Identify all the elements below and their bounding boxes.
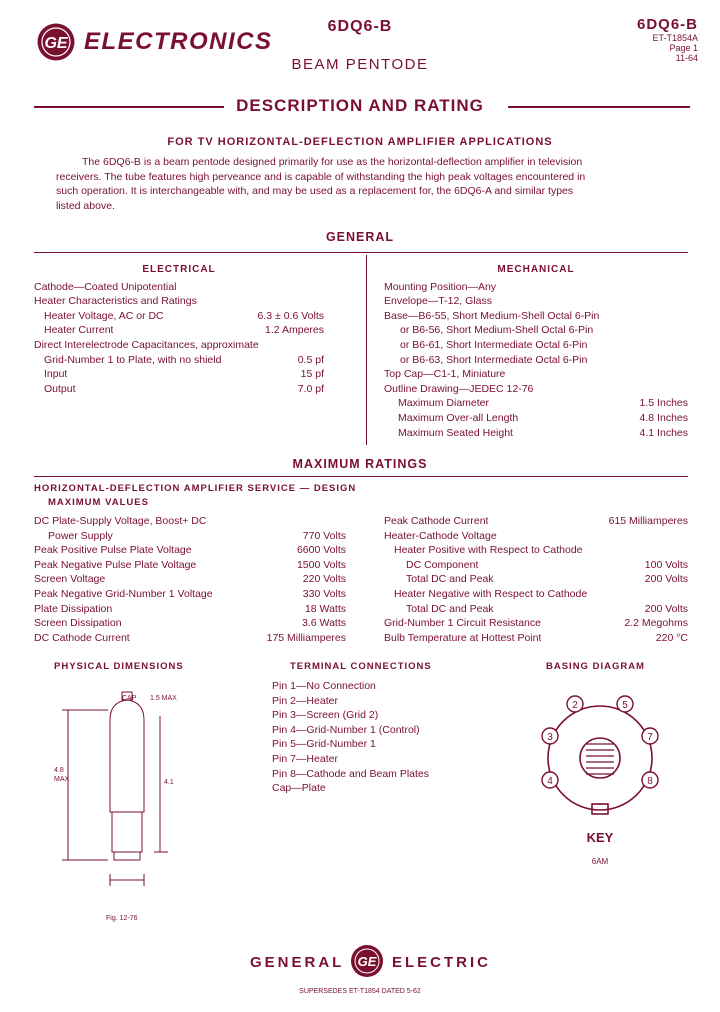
description-line: listed above. <box>56 199 115 212</box>
row-value: 615 Milliamperes <box>608 515 688 527</box>
rating-row <box>34 572 346 587</box>
row-label: Heater Negative with Respect to Cathode <box>394 587 588 600</box>
brand-title: ELECTRONICS <box>84 28 273 55</box>
terminal-item: Pin 1—No Connection <box>272 680 376 692</box>
electrical-row <box>34 353 324 368</box>
row-value: 200 Volts <box>644 602 688 615</box>
corner-code: ET-T1854A <box>652 33 698 43</box>
row-label: Outline Drawing—JEDEC 12-76 <box>384 382 534 395</box>
terminal-list <box>272 679 512 796</box>
basing-diagram <box>528 680 678 870</box>
electrical-row <box>34 367 324 382</box>
row-value: 2.2 Megohms <box>624 617 688 630</box>
general-divider <box>366 255 367 445</box>
terminal-item: Pin 5—Grid-Number 1 <box>272 738 376 751</box>
row-label: or B6-63, Short Intermediate Octal 6-Pin <box>400 353 588 366</box>
rating-row <box>384 529 688 544</box>
row-label: Heater Characteristics and Ratings <box>34 295 197 308</box>
corner-block <box>637 16 698 63</box>
row-label: Peak Positive Pulse Plate Voltage <box>34 544 192 557</box>
dim-len-max-label: MAX <box>54 776 70 783</box>
electrical-heading: ELECTRICAL <box>142 264 216 275</box>
pin-label: 7 <box>647 732 653 743</box>
row-value: 100 Volts <box>644 558 688 571</box>
footer-brand-left: GENERAL <box>250 954 345 971</box>
row-label: Power Supply <box>48 529 113 542</box>
terminal-item: Pin 2—Heater <box>272 694 338 707</box>
row-label: Cathode—Coated Unipotential <box>34 280 177 293</box>
rating-row <box>34 602 346 617</box>
row-value: 6.3 ± 0.6 Volts <box>257 309 324 322</box>
row-value: 4.8 Inches <box>639 411 688 424</box>
description <box>56 155 678 213</box>
ge-monogram-icon <box>350 944 384 978</box>
tube-class: BEAM PENTODE <box>291 56 429 73</box>
title-rule-right <box>508 106 690 108</box>
mechanical-row <box>384 309 688 324</box>
row-label: Grid-Number 1 Circuit Resistance <box>384 617 541 630</box>
rating-row <box>34 558 346 573</box>
row-label: Direct Interelectrode Capacitances, approximate <box>34 338 259 351</box>
ratings-left <box>34 514 346 645</box>
footer-fine-print: SUPERSEDES ET-T1854 DATED 5-62 <box>299 988 421 995</box>
row-value: 330 Volts <box>302 587 346 600</box>
terminal-item: Cap—Plate <box>272 782 326 795</box>
terminal-item: Pin 4—Grid-Number 1 (Control) <box>272 723 420 736</box>
row-value: 1.5 Inches <box>639 397 688 410</box>
dim-dia-label: 1.5 MAX <box>150 695 177 702</box>
svg-text:GE: GE <box>44 35 68 52</box>
mechanical-row <box>384 426 688 441</box>
corner-type: 6DQ6-B <box>636 16 698 33</box>
row-label: Maximum Diameter <box>398 397 490 410</box>
row-value: 15 pf <box>300 368 324 381</box>
electrical-row <box>34 294 324 309</box>
general-rule <box>34 252 688 253</box>
pin-label: 3 <box>547 732 553 743</box>
row-label: Grid-Number 1 to Plate, with no shield <box>44 353 222 366</box>
basing-fig-label: 6AM <box>591 857 609 866</box>
rating-row <box>384 514 688 529</box>
row-label: Maximum Over-all Length <box>398 411 519 424</box>
pin-label: 2 <box>572 700 578 711</box>
row-label: or B6-61, Short Intermediate Octal 6-Pin <box>400 338 588 351</box>
row-value: 175 Milliamperes <box>266 631 346 644</box>
row-value: 7.0 pf <box>297 382 324 395</box>
general-heading: GENERAL <box>325 230 395 244</box>
mechanical-heading: MECHANICAL <box>497 264 575 275</box>
terminal-heading: TERMINAL CONNECTIONS <box>290 661 432 672</box>
row-label: Maximum Seated Height <box>398 426 513 439</box>
rating-row <box>34 631 346 646</box>
dim-fig-label: Fig. 12-76 <box>106 915 138 922</box>
row-value: 220 °C <box>655 631 688 644</box>
basing-heading: BASING DIAGRAM <box>546 661 645 672</box>
dim-cap-label: CAP <box>122 695 137 702</box>
rating-row <box>384 558 688 573</box>
electrical-row <box>34 280 324 295</box>
mechanical-row <box>384 382 688 397</box>
terminal-item: Pin 3—Screen (Grid 2) <box>272 709 379 722</box>
row-value: 0.5 pf <box>297 353 324 366</box>
row-value: 6600 Volts <box>296 544 346 557</box>
rating-row <box>384 587 688 602</box>
row-label: Top Cap—C1-1, Miniature <box>384 368 506 381</box>
rating-row <box>384 631 688 646</box>
row-label: Heater Voltage, AC or DC <box>44 309 164 322</box>
rating-row <box>384 543 688 558</box>
mechanical-block <box>384 263 688 440</box>
pin-label: 8 <box>647 776 653 787</box>
mechanical-row <box>384 294 688 309</box>
description-line: such operation. It is interchangeable with, and may be used as a replacement for, the 6DQ6-A and similar types <box>56 185 574 198</box>
footer-logo <box>350 944 384 978</box>
mechanical-row <box>384 323 688 338</box>
row-label: Heater-Cathode Voltage <box>384 529 497 542</box>
row-label: Heater Current <box>44 324 114 337</box>
row-label: Peak Cathode Current <box>384 515 489 527</box>
row-label: Peak Negative Grid-Number 1 Voltage <box>34 587 213 600</box>
row-value: 1.2 Amperes <box>265 324 324 337</box>
tube-outline-drawing <box>48 680 198 930</box>
service-subheading: MAXIMUM VALUES <box>48 497 149 508</box>
corner-page: Page 1 <box>669 43 698 53</box>
dim-len-label: 4.8 <box>54 767 64 774</box>
row-label: Heater Positive with Respect to Cathode <box>394 544 583 557</box>
row-label: Base—B6-55, Short Medium-Shell Octal 6-Pin <box>384 309 600 322</box>
row-label: Screen Dissipation <box>34 617 122 630</box>
basing-diagram-drawing <box>528 680 678 870</box>
rating-row <box>384 572 688 587</box>
row-value: 220 Volts <box>302 573 346 586</box>
application-heading: FOR TV HORIZONTAL-DEFLECTION AMPLIFIER APPLICATIONS <box>167 136 553 148</box>
row-label: Bulb Temperature at Hottest Point <box>384 631 542 644</box>
electrical-row <box>34 338 324 353</box>
terminal-item: Pin 8—Cathode and Beam Plates <box>272 767 430 780</box>
mechanical-row <box>384 338 688 353</box>
row-value: 770 Volts <box>302 529 346 542</box>
row-label: Total DC and Peak <box>406 602 494 615</box>
rating-row <box>384 616 688 631</box>
row-value: 18 Watts <box>304 602 346 615</box>
row-value: 3.6 Watts <box>302 617 346 630</box>
mechanical-row <box>384 367 688 382</box>
max-ratings-rule <box>34 476 688 477</box>
service-heading: HORIZONTAL-DEFLECTION AMPLIFIER SERVICE — DESIGN <box>34 483 357 494</box>
max-ratings-heading: MAXIMUM RATINGS <box>292 457 428 471</box>
dim-seat-label: 4.1 <box>164 779 174 786</box>
row-value: 4.1 Inches <box>639 426 688 439</box>
electrical-row <box>34 323 324 338</box>
electrical-row <box>34 382 324 397</box>
rating-row <box>34 514 346 529</box>
row-label: DC Component <box>406 558 479 571</box>
electrical-block <box>34 263 324 396</box>
rating-row <box>34 543 346 558</box>
mechanical-row <box>384 280 688 295</box>
row-label: Screen Voltage <box>34 573 106 586</box>
svg-text:GE: GE <box>357 954 377 969</box>
mechanical-row <box>384 411 688 426</box>
row-label: Peak Negative Pulse Plate Voltage <box>34 558 197 571</box>
corner-date: 11-64 <box>675 53 698 63</box>
dimension-drawing <box>48 680 198 930</box>
physical-heading: PHYSICAL DIMENSIONS <box>54 661 184 672</box>
row-label: Input <box>44 368 68 381</box>
row-value: 1500 Volts <box>296 558 346 571</box>
description-line: receivers. The tube features high perveance and is capable of withstanding the high peak voltages encountered in <box>56 170 586 183</box>
tube-type: 6DQ6-B <box>327 18 393 35</box>
pin-label: 5 <box>622 700 628 711</box>
mechanical-row <box>384 353 688 368</box>
pin-label: 4 <box>547 776 553 787</box>
rating-row <box>34 587 346 602</box>
row-label: DC Cathode Current <box>34 631 130 644</box>
rating-row <box>34 529 346 544</box>
description-line: The 6DQ6-B is a beam pentode designed primarily for use as the horizontal-deflection amplifier in television <box>82 156 583 168</box>
key-label: KEY <box>586 830 614 845</box>
row-label: Envelope—T-12, Glass <box>384 295 492 308</box>
footer-brand-right: ELECTRIC <box>392 954 491 971</box>
row-label: DC Plate-Supply Voltage, Boost+ DC <box>34 515 207 527</box>
row-label: Output <box>44 382 76 395</box>
terminal-item: Pin 7—Heater <box>272 752 338 765</box>
electrical-row <box>34 309 324 324</box>
section-title: DESCRIPTION AND RATING <box>236 96 484 115</box>
row-label: or B6-56, Short Medium-Shell Octal 6-Pin <box>400 324 594 337</box>
row-label: Plate Dissipation <box>34 602 113 615</box>
rating-row <box>34 616 346 631</box>
row-label: Total DC and Peak <box>406 573 494 586</box>
row-label: Mounting Position—Any <box>384 280 497 293</box>
ratings-right <box>384 514 688 645</box>
mechanical-row <box>384 396 688 411</box>
rating-row <box>384 602 688 617</box>
row-value: 200 Volts <box>644 573 688 586</box>
